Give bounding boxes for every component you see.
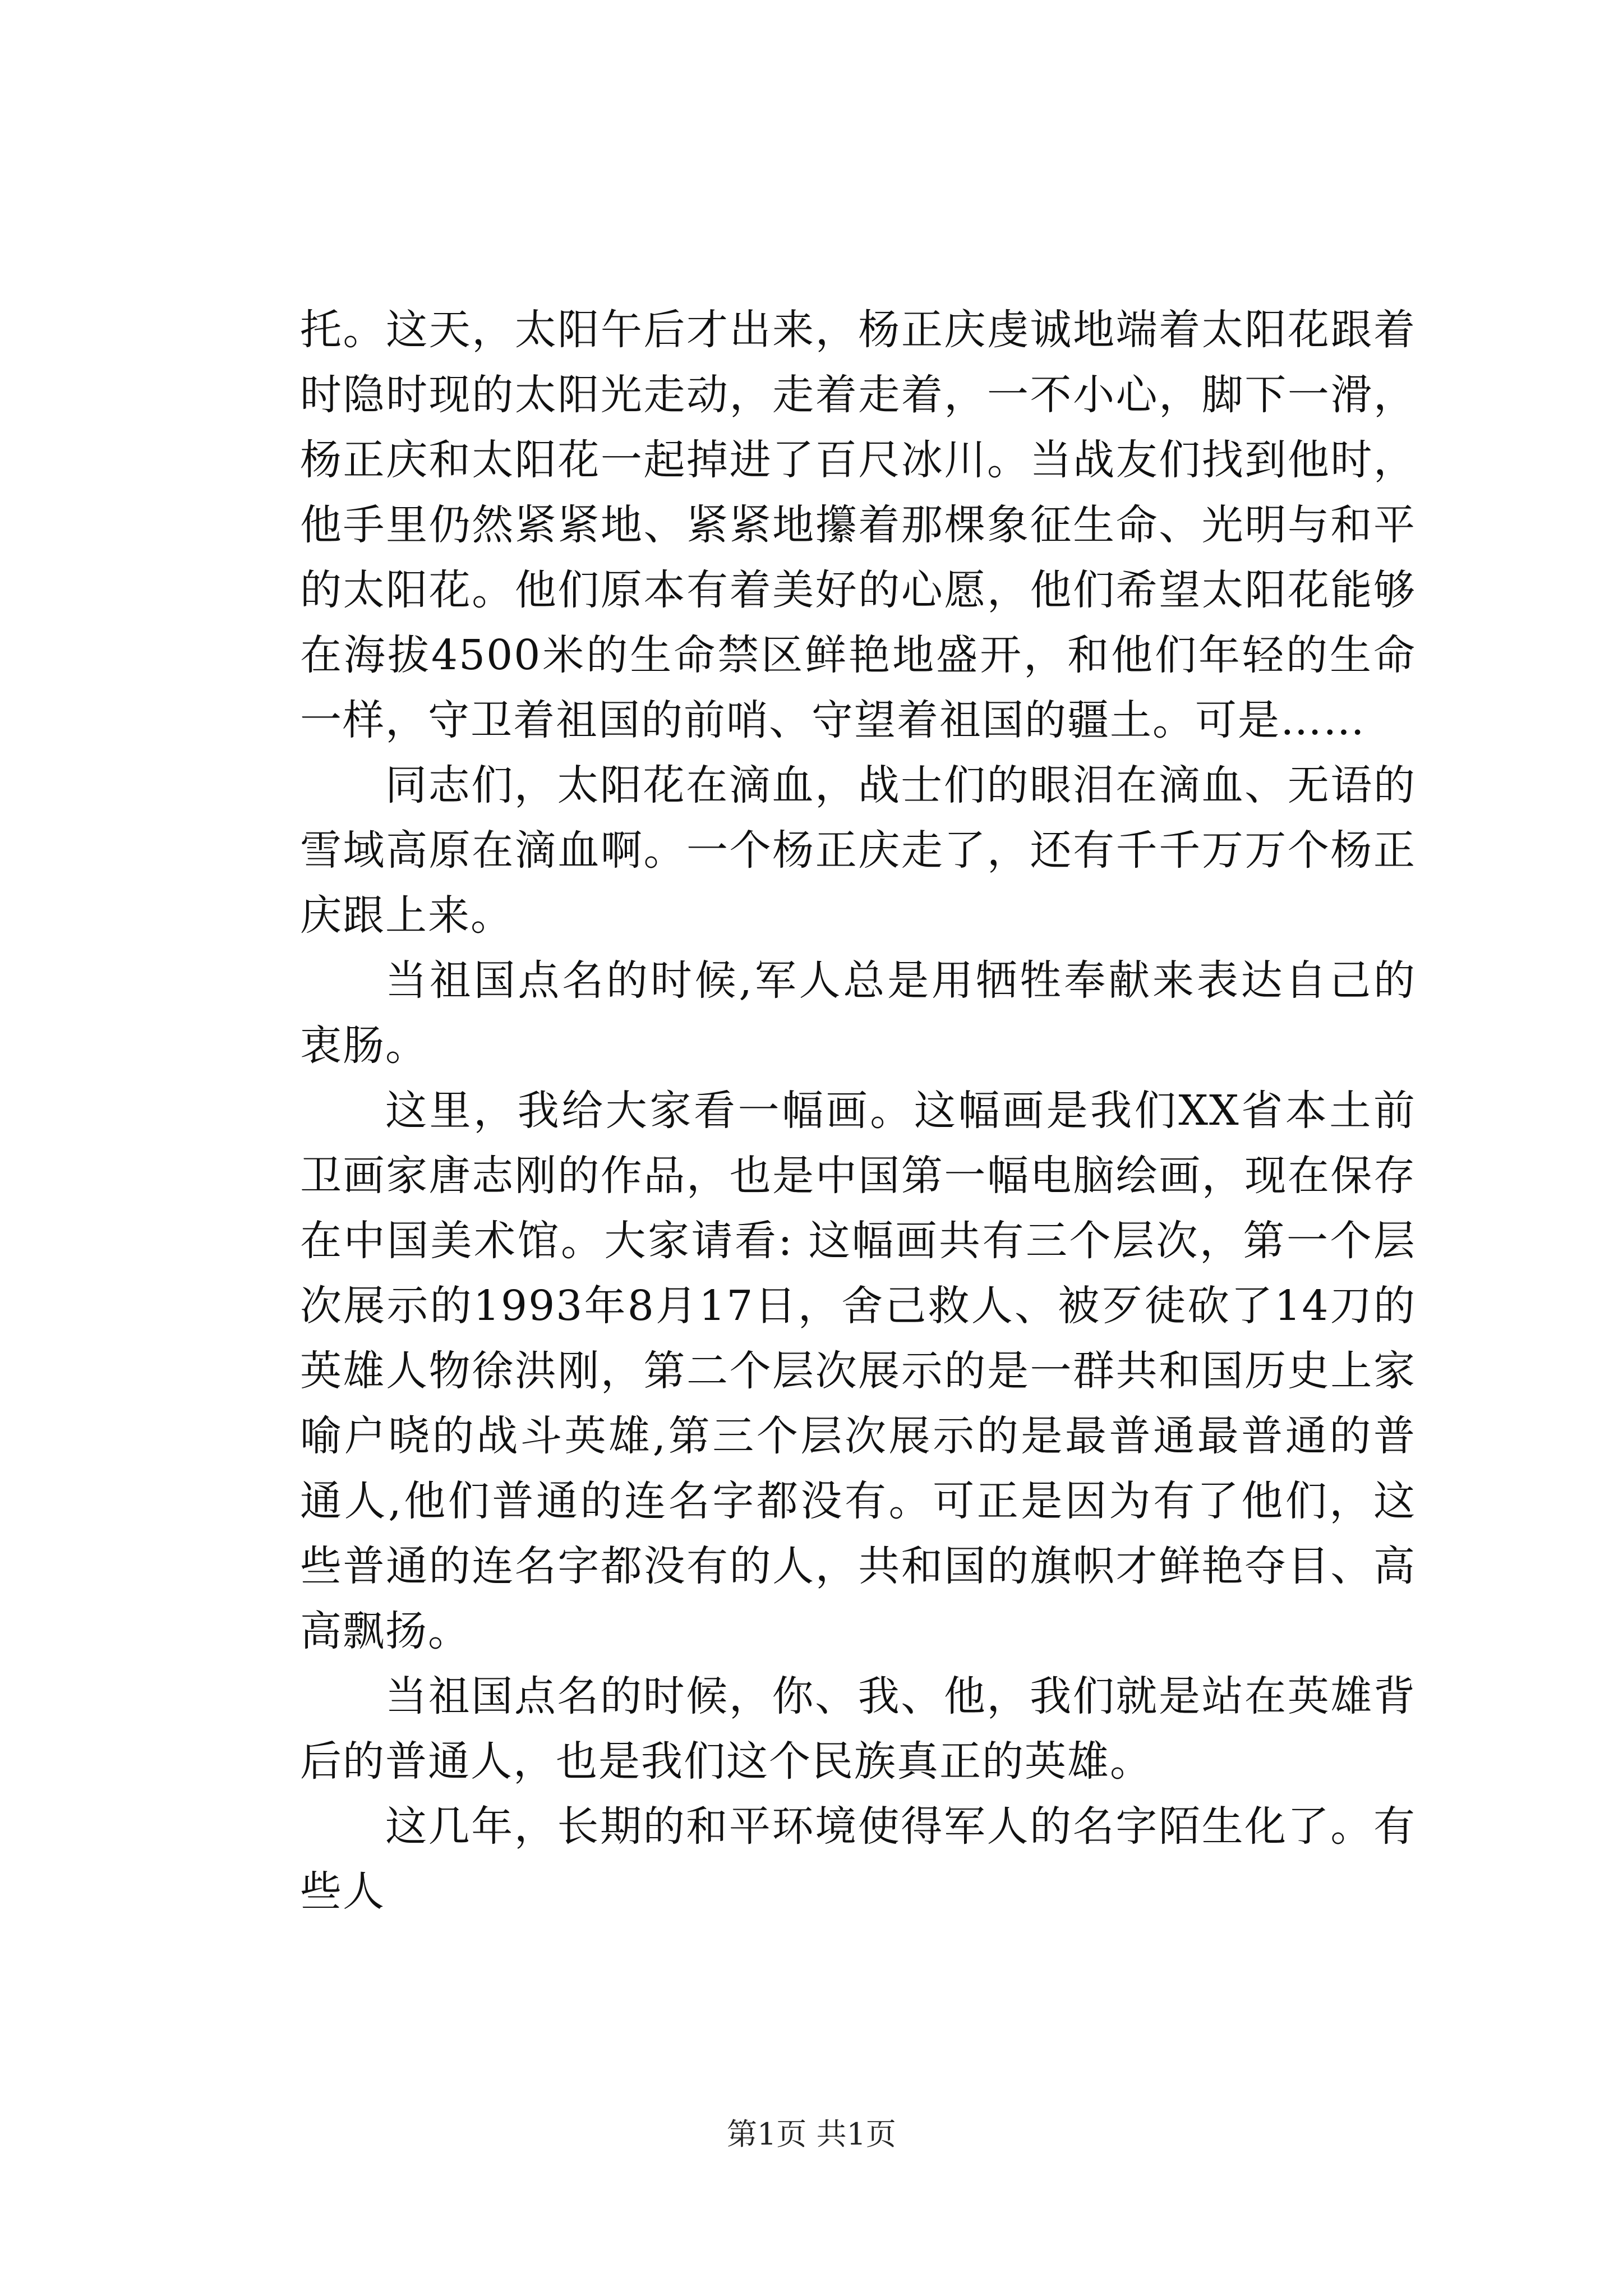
page-footer: 第1页 共1页 [727,2116,896,2152]
paragraph-2: 同志们，太阳花在滴血，战士们的眼泪在滴血、无语的雪域高原在滴血啊。一个杨正庆走了，还有千千万万个杨正庆跟上来。 [300,761,1416,940]
paragraph-3: 当祖国点名的时候,军人总是用牺牲奉献来表达自己的衷肠。 [300,956,1416,1070]
paragraph-1: 托。这天，太阳午后才出来，杨正庆虔诚地端着太阳花跟着时隐时现的太阳光走动，走着走着，一不小心，脚下一滑，杨正庆和太阳花一起掉进了百尺冰川。当战友们找到他时，他手里仍然紧紧地、紧紧地攥着那棵象征生命、光明与和平的太阳花。他们原本有着美好的心愿，他们希望太阳花能够在海拔4500米的生命禁区鲜艳地盛开，和他们年轻的生命一样，守卫着祖国的前哨、守望着祖国的疆土。可是…… [300,306,1416,744]
paragraph-5: 当祖国点名的时候，你、我、他，我们就是站在英雄背后的普通人，也是我们这个民族真正的英雄。 [300,1672,1416,1786]
paragraph-6: 这几年，长期的和平环境使得军人的名字陌生化了。有些人 [300,1802,1416,1916]
body-text [300,297,1416,1924]
paragraph-4: 这里，我给大家看一幅画。这幅画是我们XX省本土前卫画家唐志刚的作品，也是中国第一幅电脑绘画，现在保存在中国美术馆。大家请看: 这幅画共有三个层次，第一个层次展示的1993年8月17日，舍己救人、被歹徒砍了14刀的英雄人物徐洪刚，第二个层次展示的是一群共和国历史上家喻户晓的战斗英雄,第三个层次展示的是最普通最普通的普通人,他们普通的连名字都没有。可正是因为有了他们，这些普通的连名字都没有的人，共和国的旗帜才鲜艳夺目、高高飘扬。 [300,1087,1416,1655]
